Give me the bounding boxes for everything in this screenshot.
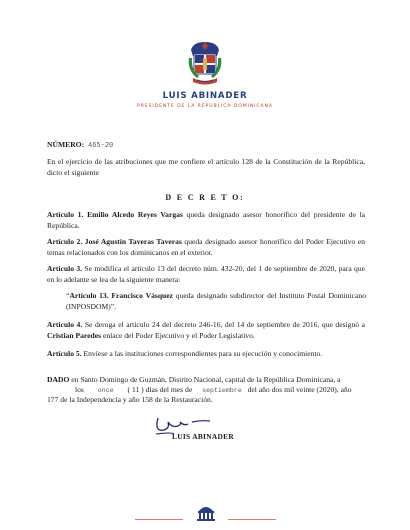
decree-number xyxy=(47,140,365,152)
article-2 xyxy=(47,237,365,258)
article-person: Emilio Alcedo Reyes Vargas xyxy=(87,210,183,219)
article-person: Cristian Paredes xyxy=(47,330,102,340)
day-word: once xyxy=(97,387,114,394)
dado-line-3: 177 de la Independencia y año 158 de la Restauración. xyxy=(47,395,213,404)
article-text: queda designado asesor honorífico del presidente de la República. xyxy=(47,210,365,230)
day-number: ( 11 ) xyxy=(127,385,144,394)
header-subtitle: PRESIDENTE DE LA REPÚBLICA DOMINICANA xyxy=(137,104,273,109)
dado-label: DADO xyxy=(47,375,70,384)
article-1 xyxy=(47,210,365,231)
number-label: NÚMERO: xyxy=(47,140,85,149)
decreto-heading: D E C R E T O: xyxy=(165,193,245,202)
article-label: Artículo 1. xyxy=(47,210,84,219)
article-label: Artículo 4. xyxy=(47,320,83,329)
article-3 xyxy=(47,264,365,285)
article-4 xyxy=(47,320,365,341)
article-label: Artículo 3. xyxy=(47,264,83,273)
signatory-name: LUIS ABINADER xyxy=(172,432,235,441)
article-label: Artículo 2. xyxy=(47,237,83,246)
dado-text: en Santo Domingo de Guzmán, Distrito Nacional, capital de la República Dominicana, a xyxy=(69,375,341,384)
article-text: queda designado asesor honorífico del Poder Ejecutivo en temas relacionados con los dominicanos en el exterior. xyxy=(47,237,365,257)
header-name: LUIS ABINADER xyxy=(162,91,248,101)
quote-open: “ xyxy=(66,291,70,300)
national-palace-icon xyxy=(195,503,217,521)
dias-del-mes: días del mes de xyxy=(145,385,193,394)
article-text: Se deroga el artículo 24 del decreto 246-16, del 14 de septiembre de 2016, que designó a xyxy=(82,320,365,329)
article-label: Artículo 5. xyxy=(47,349,82,358)
article-text: Se modifica el artículo 13 del decreto núm. 432-20, del 1 de septiembre de 2020, para que en lo adelante se lea de la siguiente manera: xyxy=(47,264,365,284)
number-value: 465-20 xyxy=(88,142,114,150)
dado-line-1 xyxy=(47,375,365,386)
article-5 xyxy=(47,349,365,360)
year-text: del año dos mil veinte (2020), año xyxy=(247,385,352,394)
footer-rule-left xyxy=(135,519,183,520)
intro-paragraph: En el ejercicio de las atribuciones que me confiere el artículo 128 de la Constitución de la República, dicto el siguiente xyxy=(47,157,365,177)
quote-text: queda designado subdirector del Instituto Postal Dominicano (INPOSDOM)”. xyxy=(66,291,366,311)
article-text: Envíese a las instituciones correspondientes para su ejecución y conocimiento. xyxy=(81,349,323,358)
coat-of-arms-icon xyxy=(185,40,225,86)
month-word: septiembre xyxy=(202,387,242,394)
footer-rule-right xyxy=(228,519,276,520)
quote-person: Artículo 13. Francisco Vásquez xyxy=(69,291,174,300)
article-text-end: enlace del Poder Ejecutivo y el Poder Legislativo. xyxy=(101,330,255,340)
article-person: José Agustín Taveras Taveras xyxy=(84,237,182,246)
quoted-article xyxy=(66,291,366,312)
dado-los: los xyxy=(75,385,84,394)
